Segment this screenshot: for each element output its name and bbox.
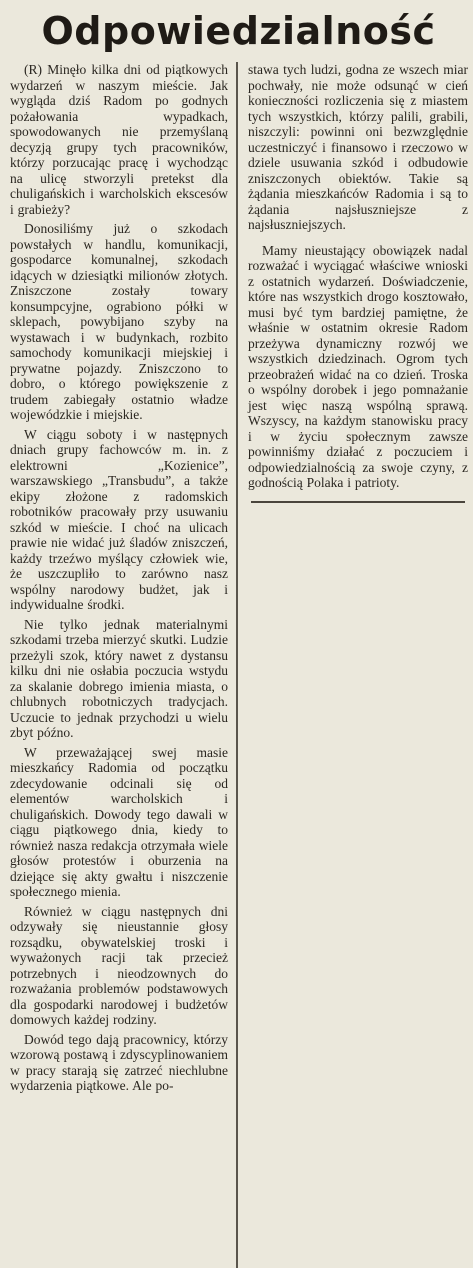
paragraph-residents: W przeważającej swej masie mieszkańcy Radomia od początku zdecydowanie odcinali się od elementów warcholskich i chuligańskich. Dowody tego dawali w ciągu piątkowego dnia, kiedy to również nasza redakcja otrzymała wiele głosów protestów i oburzenia na dziejące się akty gwałtu i niszczenie społecznego mienia. (10, 744, 228, 899)
paragraph-continuation: stawa tych ludzi, godna ze wszech miar pochwały, nie może odsunąć w cień konieczności rozliczenia się z miastem tych wszystkich, którzy palili, grabili, niszczyli: powinni oni bezwzględnie uczestniczyć i finansowo i rzeczowo w dziele usuwania szkód i odbudowie zniszczonych obiektów. Takie są żądania mieszkańców Radomia i są to żądania najsłuszniejsze z najsłuszniejszych. (248, 62, 468, 232)
paragraph-intro: (R) Minęło kilka dni od piątkowych wydarzeń w naszym mieście. Jak wygląda dziś Radom po godnych pożałowania wypadkach, spowodowanych nie przemyślaną decyzją grupy tych pracowników, którzy porzucając pracę i wychodząc na ulicę stworzyli pretekst dla chuligańskich i warcholskich ekscesów i grabieży? (10, 62, 228, 217)
paragraph-workers: Dowód tego dają pracownicy, którzy wzorową postawą i zdyscyplinowaniem w pracy starają się zatrzeć niechlubne wydarzenia piątkowe. Ale po- (10, 1031, 228, 1093)
article-end-rule (251, 501, 465, 503)
article-body (10, 62, 468, 1268)
paragraph-damages: Donosiliśmy już o szkodach powstałych w handlu, komunikacji, gospodarce komunalnej, szkodach idących w dziesiątki milionów złotych. Zniszczone zostały towary konsumpcyjne, ograbiono półki w sklepach, powybijano szyby na wystawach i w budynkach, rozbito samochody komunikacji miejskiej i prywatne pojazdy. Zniszczono to dobro, o którego powiększenie z trudem zabiegały ostatnio władze wojewódzkie i miejskie. (10, 221, 228, 422)
left-column (10, 62, 238, 1268)
paragraph-consequences: Nie tylko jednak materialnymi szkodami trzeba mierzyć skutki. Ludzie przeżyli szok, który nawet z dystansu kilku dni nie osłabia poczucia wstydu za skalanie dobrego imienia miasta, o chlubnych robotniczych tradycjach. Uczucie to jednak przychodzi u wielu zbyt późno. (10, 616, 228, 740)
paragraph-conclusion: Mamy nieustający obowiązek nadal rozważać i wyciągać właściwe wnioski z ostatnich wydarzeń. Doświadczenie, które nas wszystkich drogo kosztowało, musi być tym bardziej pamiętne, że właśnie w ostatnim okresie Radom przeżywa dynamiczny rozwój we wszystkich dziedzinach. Ogrom tych przeobrażeń widać na co dzień. Troska o wspólny dorobek i jego pomnażanie jest więc naszą wspólną sprawą. Wszyscy, na każdym stanowisku pracy i w życiu społecznym zawsze powinniśmy działać z poczuciem i odpowiedzialnością za swoje czyny, z godnością Polaka i patrioty. (248, 242, 468, 490)
paragraph-repairs: W ciągu soboty i w następnych dniach grupy fachowców m. in. z elektrowni „Kozienice”, warszawskiego „Transbudu”, a także ekipy złożone z radomskich robotników pracowały przy usuwaniu szkód w mieście. I choć na ulicach prawie nie widać już śladów zniszczeń, każdy trzeźwo myślący człowiek wie, że uszczupliło to zarówno nasz wspólny narodowy budżet, jak i indywidualne środki. (10, 426, 228, 612)
right-column (238, 62, 468, 1268)
paragraph-voices: Również w ciągu następnych dni odzywały się nieustannie głosy rozsądku, obywatelskiej troski i wyważonych racji tak przecież potrzebnych i nieodzownych do rozważania problemów podstawowych dla gospodarki narodowej i budżetów domowych każdej rodziny. (10, 903, 228, 1027)
article-headline: Odpowiedzialność (41, 9, 436, 53)
